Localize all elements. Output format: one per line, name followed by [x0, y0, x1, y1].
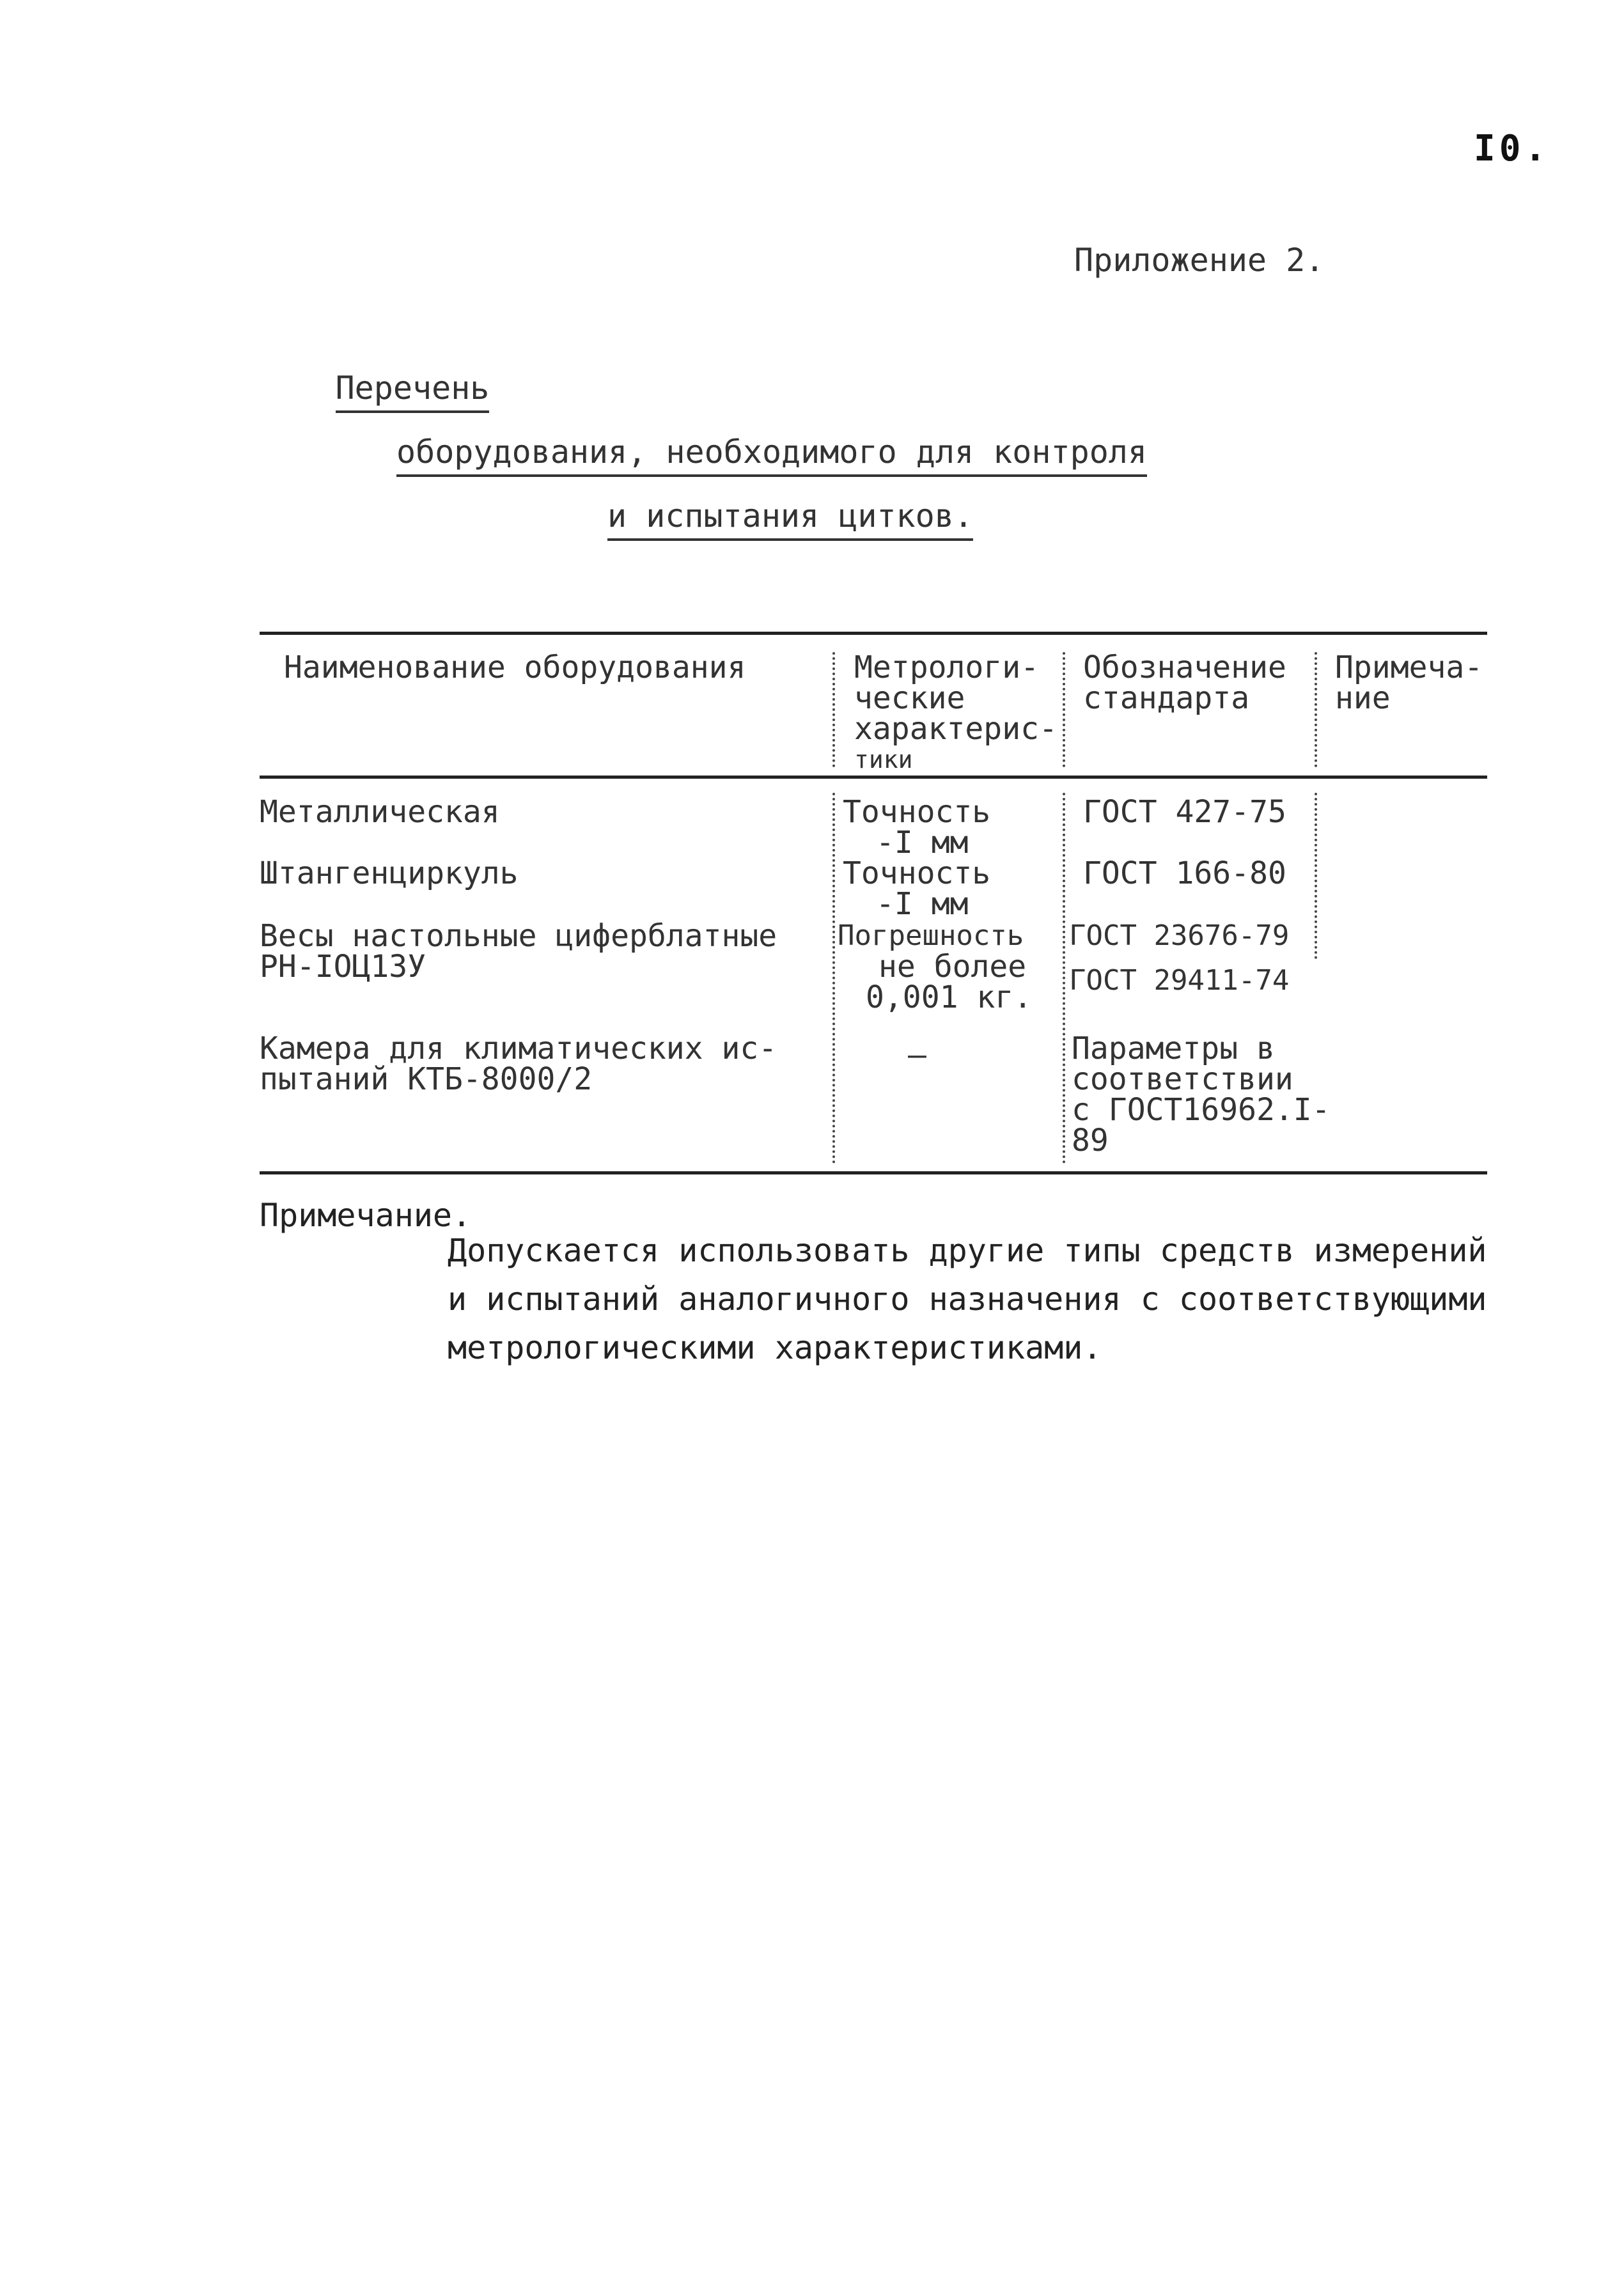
note-line: метрологическими характеристиками. [448, 1329, 1102, 1366]
note-heading: Примечание. [260, 1197, 472, 1234]
row-standard: 89 [1072, 1123, 1109, 1158]
title-line-2 [396, 433, 1147, 477]
row-standard: ГОСТ 166-80 [1083, 855, 1286, 891]
title-line-3 [607, 497, 973, 541]
row-standard: с ГОСТ16962.I- [1072, 1092, 1331, 1128]
table-rule-top [260, 632, 1487, 635]
row-metro: 0,001 кг. [866, 979, 1033, 1015]
row-metro: — [908, 1037, 926, 1073]
page-number: I0. [1474, 128, 1550, 169]
row-metro: Погрешность [838, 919, 1024, 952]
column-divider-2 [1063, 652, 1065, 767]
title-text-3: и испытания цитков. [607, 497, 973, 541]
column-divider-1 [832, 652, 835, 767]
note-line: и испытаний аналогичного назначения с соответствующими [448, 1281, 1487, 1318]
header-name: Наименование оборудования [284, 650, 746, 685]
header-metro-line: характерис- [854, 711, 1058, 747]
row-metro: Точность [843, 794, 991, 830]
row-name: РН-IОЦ13У [260, 949, 426, 985]
row-name: Камера для климатических ис- [260, 1031, 777, 1066]
column-divider-2-body [1063, 793, 1065, 1164]
header-note-line: ние [1335, 680, 1391, 716]
title-line-1 [0, 370, 1624, 413]
row-metro: Точность [843, 855, 991, 891]
header-standard-line: Обозначение [1083, 650, 1286, 685]
title-text-1: Перечень [336, 370, 490, 413]
row-standard: Параметры в [1072, 1031, 1275, 1066]
row-standard: ГОСТ 427-75 [1083, 794, 1286, 830]
column-divider-3-body [1315, 793, 1317, 959]
table-rule-header [260, 776, 1487, 779]
row-name: пытаний КТБ-8000/2 [260, 1061, 593, 1097]
row-name: Штангенциркуль [260, 855, 519, 891]
header-standard-line: стандарта [1083, 680, 1250, 716]
row-metro: -I мм [876, 825, 969, 861]
header-metro-line: Метрологи- [854, 650, 1039, 685]
row-metro: -I мм [876, 886, 969, 922]
header-metro-line: ческие [854, 680, 965, 716]
appendix-label: Приложение 2. [1074, 242, 1325, 279]
row-name: Металлическая [260, 794, 500, 830]
row-name: Весы настольные циферблатные [260, 918, 777, 954]
row-metro: не более [878, 949, 1027, 985]
column-divider-3 [1315, 652, 1317, 767]
row-standard: ГОСТ 23676-79 [1069, 919, 1290, 952]
header-metro-line: тики [854, 745, 913, 774]
note-line: Допускается использовать другие типы средств измерений [448, 1232, 1487, 1269]
row-standard: ГОСТ 29411-74 [1069, 964, 1290, 997]
header-note-line: Примеча- [1335, 650, 1483, 685]
column-divider-1-body [832, 793, 835, 1164]
row-standard: соответствии [1072, 1061, 1293, 1097]
note-body [448, 1226, 1496, 1372]
table-rule-bottom [260, 1171, 1487, 1174]
title-text-2: оборудования, необходимого для контроля [396, 433, 1147, 477]
